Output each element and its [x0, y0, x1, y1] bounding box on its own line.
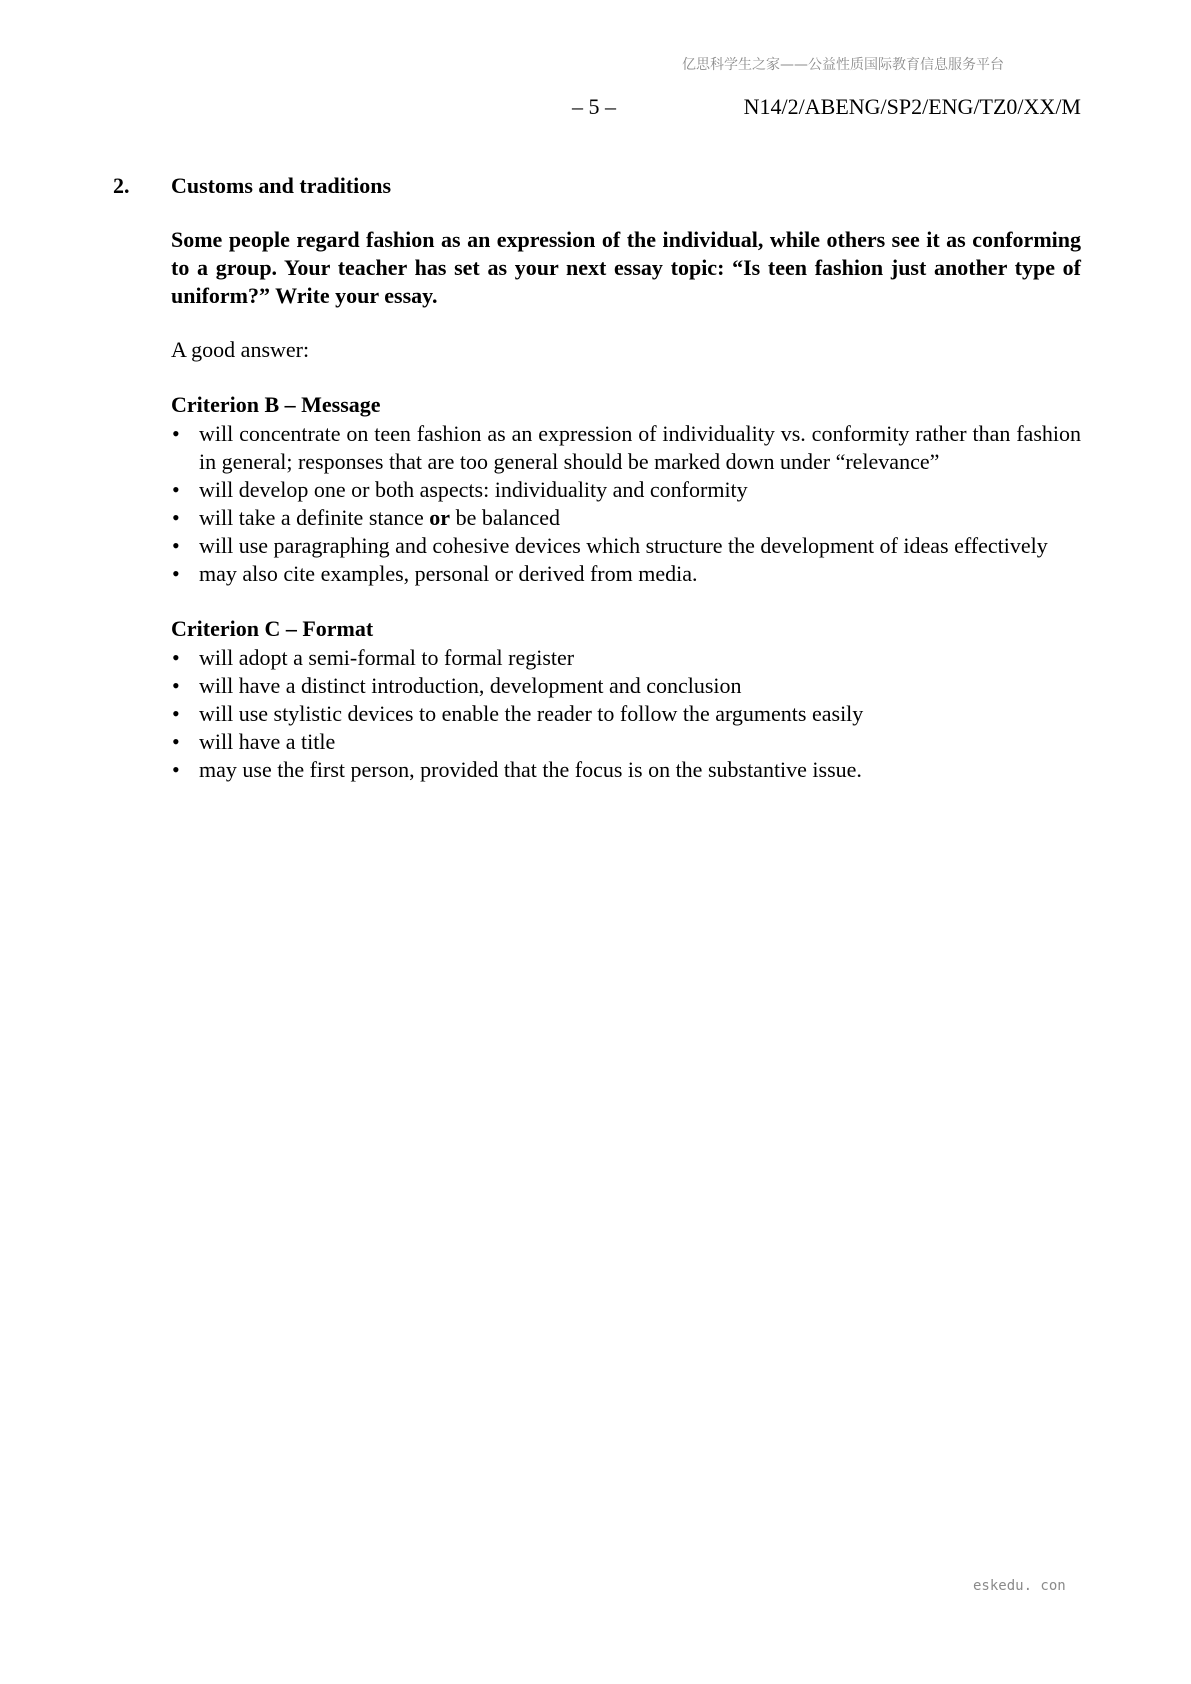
question-title: Customs and traditions: [171, 173, 392, 198]
bullet-icon: •: [172, 645, 180, 670]
paper-code: N14/2/ABENG/SP2/ENG/TZ0/XX/M: [743, 94, 1081, 119]
page-header: [0, 94, 1191, 124]
bullet-icon: •: [172, 729, 180, 754]
list-item: [171, 476, 1081, 504]
watermark-top: 亿思科学生之家——公益性质国际教育信息服务平台: [682, 57, 1004, 73]
question-section: [113, 172, 1081, 784]
list-item-text: will concentrate on teen fashion as an expression of individuality vs. conformity rather than fashion in general; responses that are too general should be marked down under “relevance”: [199, 421, 1081, 474]
list-item-text: will use stylistic devices to enable the reader to follow the arguments easily: [199, 701, 864, 726]
list-item: [171, 420, 1081, 476]
question-body: [171, 226, 1081, 784]
watermark-bottom: eskedu. con: [973, 1578, 1066, 1594]
list-item-text: will have a title: [199, 729, 336, 754]
list-item: [171, 560, 1081, 588]
bullet-icon: •: [172, 505, 180, 530]
criterion-c-title: Criterion C – Format: [171, 616, 374, 641]
list-item: [171, 532, 1081, 560]
criterion-b-list: [171, 420, 1081, 588]
bullet-icon: •: [172, 477, 180, 502]
criterion-c: [171, 615, 1081, 784]
question-number: 2.: [113, 173, 130, 198]
bullet-icon: •: [172, 701, 180, 726]
list-item-text: will adopt a semi-formal to formal register: [199, 645, 575, 670]
list-item: [171, 672, 1081, 700]
list-item: [171, 644, 1081, 672]
question-heading: [113, 172, 1081, 200]
list-item: [171, 700, 1081, 728]
question-prompt: Some people regard fashion as an expression of the individual, while others see it as conforming to a group. Your teacher has set as your next essay topic: “Is teen fashion just another type of uniform?” Write your essay.: [171, 227, 1081, 308]
list-item-text-emphasis: or: [429, 505, 451, 530]
list-item-text: will use paragraphing and cohesive devices which structure the development of ideas effectively: [199, 533, 1048, 558]
list-item: [171, 504, 1081, 532]
bullet-icon: •: [172, 421, 180, 446]
bullet-icon: •: [172, 673, 180, 698]
list-item-text: may use the first person, provided that the focus is on the substantive issue.: [199, 757, 862, 782]
list-item-text: will have a distinct introduction, development and conclusion: [199, 673, 742, 698]
list-item-text: will develop one or both aspects: individuality and conformity: [199, 477, 748, 502]
list-item-text-after: be balanced: [450, 505, 560, 530]
bullet-icon: •: [172, 561, 180, 586]
list-item: [171, 756, 1081, 784]
list-item-text-before: will take a definite stance: [199, 505, 430, 530]
list-item-text: may also cite examples, personal or derived from media.: [199, 561, 698, 586]
criterion-b: [171, 391, 1081, 588]
bullet-icon: •: [172, 757, 180, 782]
criterion-c-list: [171, 644, 1081, 784]
bullet-icon: •: [172, 533, 180, 558]
page-number: – 5 –: [572, 94, 616, 119]
list-item: [171, 728, 1081, 756]
answer-intro: A good answer:: [171, 337, 310, 362]
criterion-b-title: Criterion B – Message: [171, 392, 381, 417]
